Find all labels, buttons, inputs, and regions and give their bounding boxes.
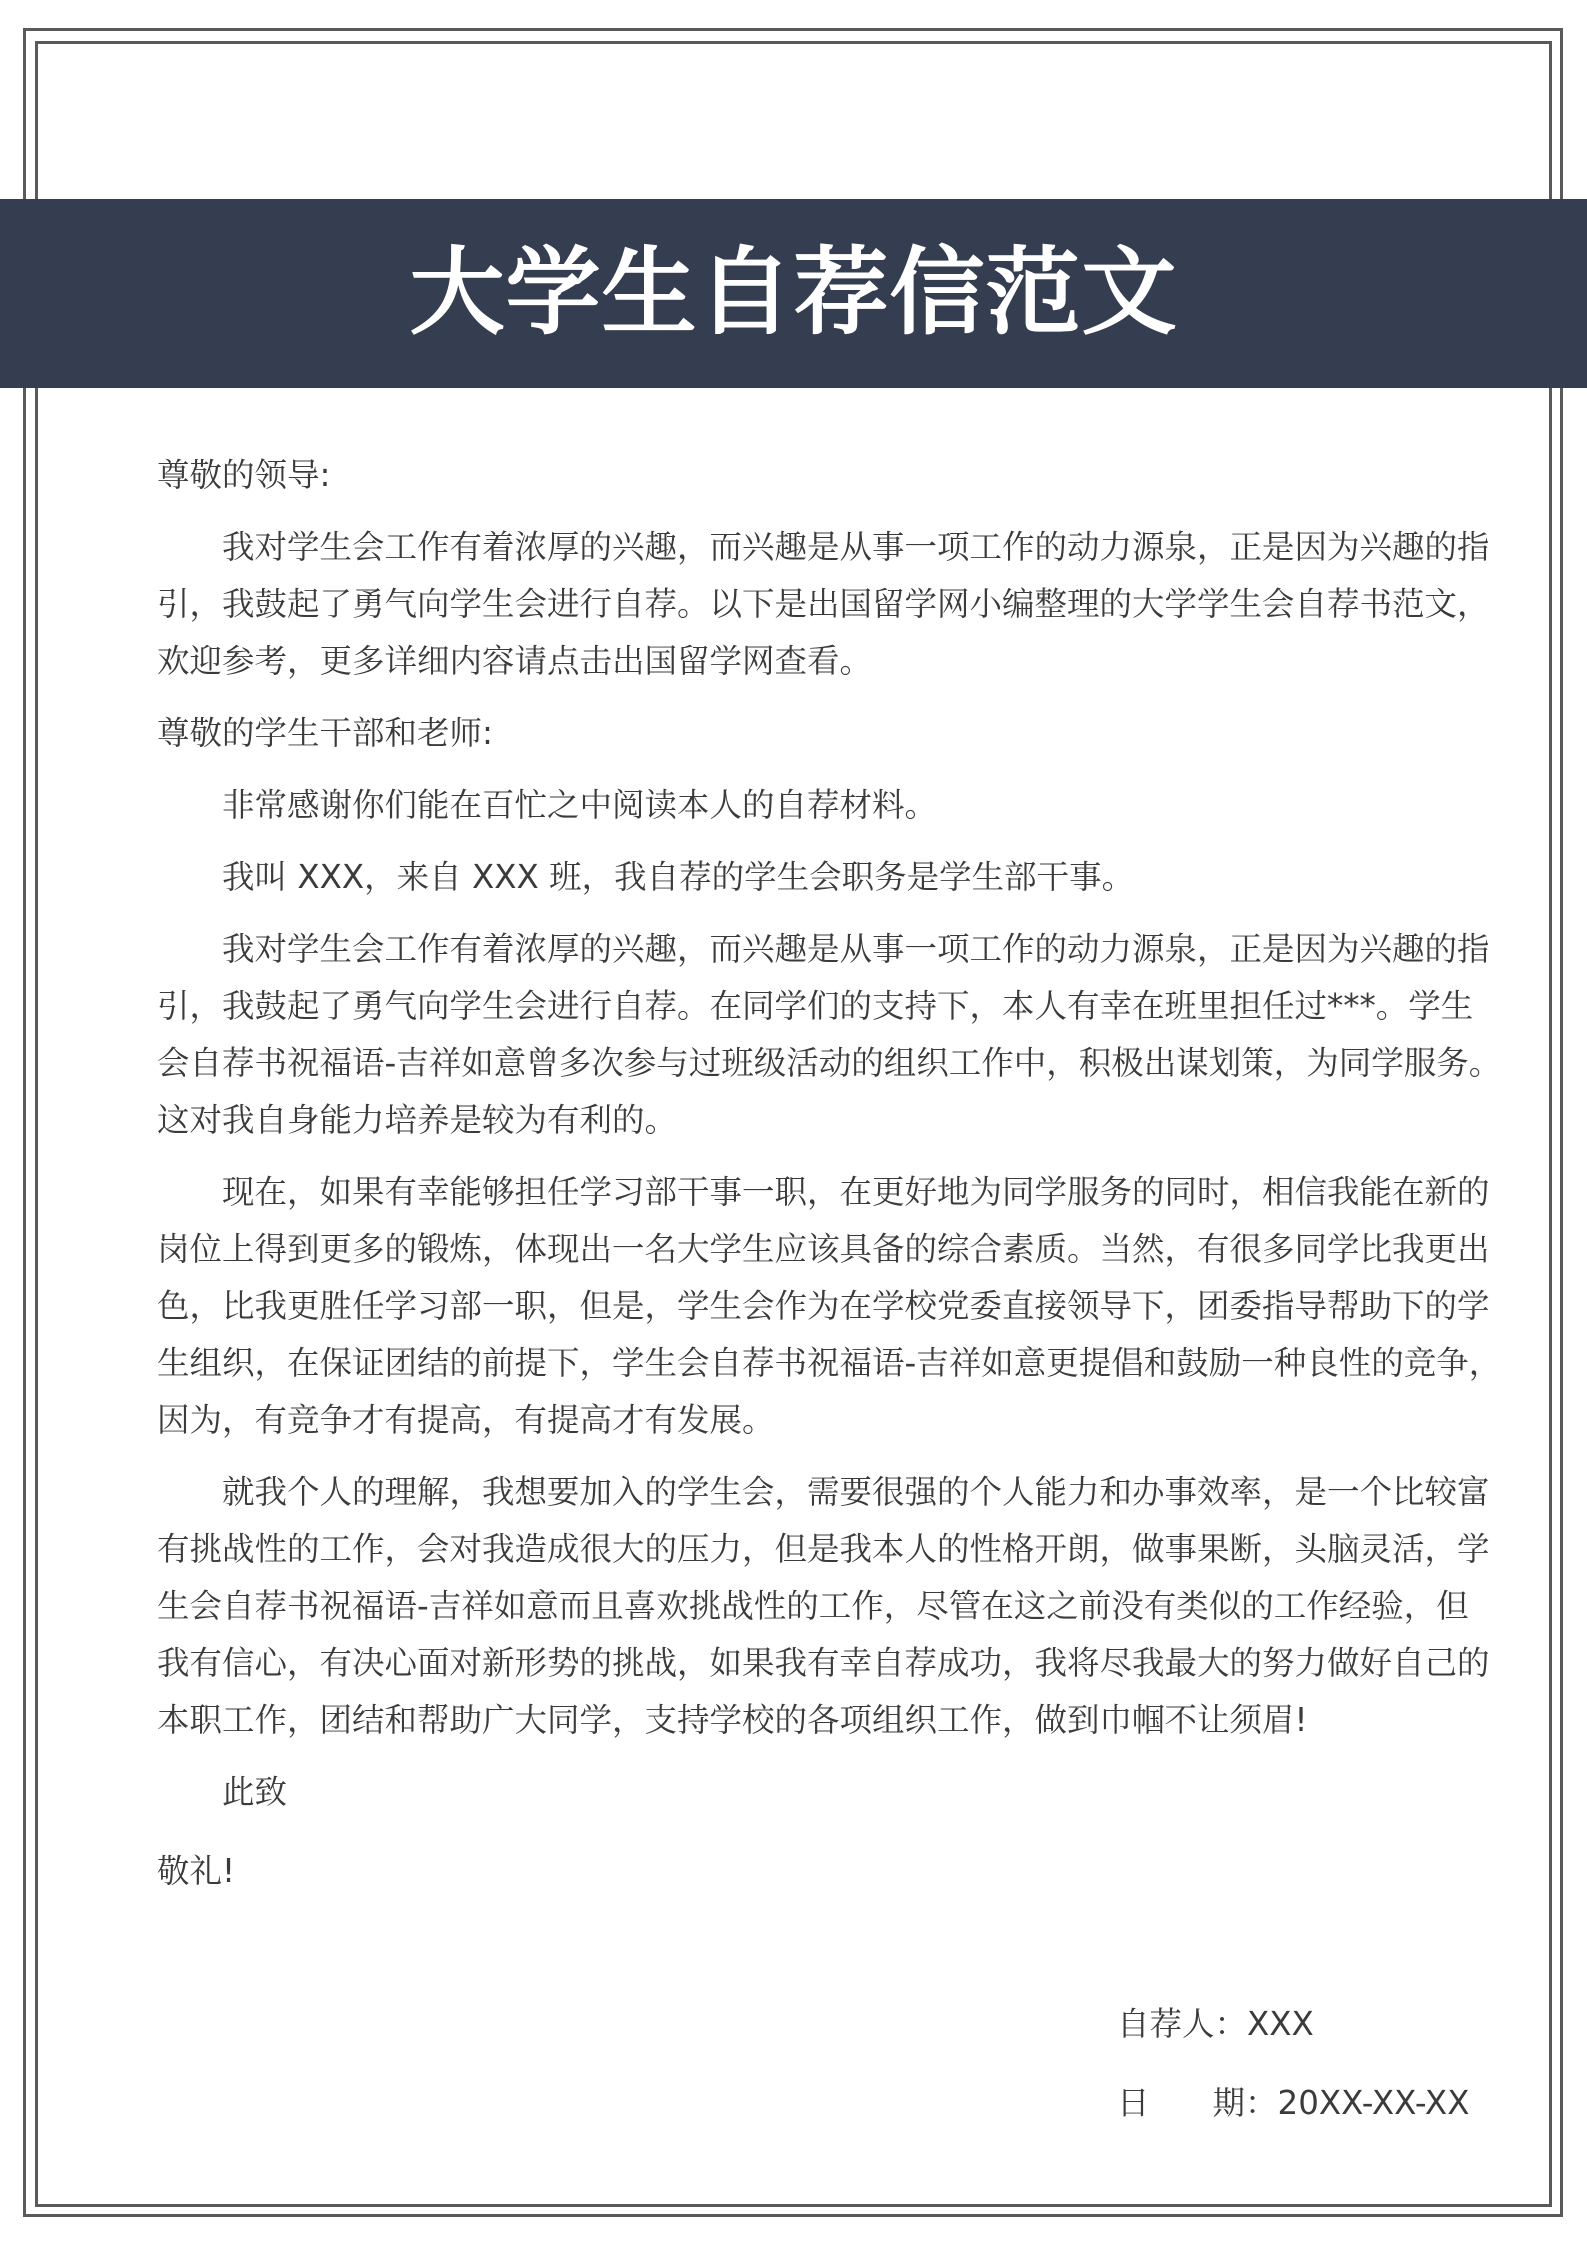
paragraph-line: 我叫 XXX，来自 XXX 班，我自荐的学生会职务是学生部干事。 [222,858,1135,896]
page-title: 大学生自荐信范文 [409,238,1178,348]
paragraph-line: 生组织，在保证团结的前提下，学生会自荐书祝福语-吉祥如意更提倡和鼓励一种良性的竞争， [157,1344,1502,1382]
closing-cizhi: 此致 [222,1773,288,1811]
paragraph-line: 我对学生会工作有着浓厚的兴趣，而兴趣是从事一项工作的动力源泉，正是因为兴趣的指 [222,930,1490,968]
paragraph-line: 我有信心，有决心面对新形势的挑战，如果我有幸自荐成功，我将尽我最大的努力做好自己的 [157,1644,1490,1682]
intro-paragraph [157,519,1490,690]
paragraph-line: 引，我鼓起了勇气向学生会进行自荐。以下是出国留学网小编整理的大学学生会自荐书范文， [157,585,1490,623]
paragraph-line: 色，比我更胜任学习部一职，但是，学生会作为在学校党委直接领导下，团委指导帮助下的学 [157,1287,1490,1325]
paragraph-line: 本职工作，团结和帮助广大同学，支持学校的各项组织工作，做到巾帼不让须眉! [157,1701,1308,1739]
signature-date-value: 20XX-XX-XX [1277,2084,1470,2122]
paragraph-line: 这对我自身能力培养是较为有利的。 [157,1101,678,1139]
paragraph-line: 生会自荐书祝福语-吉祥如意而且喜欢挑战性的工作，尽管在这之前没有类似的工作经验，但 [157,1587,1469,1625]
letter-body [157,447,1502,1900]
paragraph-line: 有挑战性的工作，会对我造成很大的压力，但是我本人的性格开朗，做事果断，头脑灵活，学 [157,1530,1490,1568]
paragraph-introduction [157,849,1463,906]
signature-block [1117,1996,1469,2154]
paragraph-line: 现在，如果有幸能够担任学习部干事一职，在更好地为同学服务的同时，相信我能在新的 [222,1173,1490,1211]
signature-name-label: 自荐人： [1117,2005,1248,2043]
paragraph-line: 会自荐书祝福语-吉祥如意曾多次参与过班级活动的组织工作中，积极出谋划策，为同学服务。 [157,1044,1502,1082]
paragraph-line: 因为，有竞争才有提高，有提高才有发展。 [157,1401,775,1439]
closing-jingli: 敬礼! [157,1852,236,1890]
paragraph-line: 欢迎参考，更多详细内容请点击出国留学网查看。 [157,642,873,680]
salutation-cadres-teachers: 尊敬的学生干部和老师: [157,714,493,752]
paragraph-line: 就我个人的理解，我想要加入的学生会，需要很强的个人能力和办事效率，是一个比较富 [222,1473,1490,1511]
paragraph-goals [157,1164,1502,1449]
paragraph-line: 我对学生会工作有着浓厚的兴趣，而兴趣是从事一项工作的动力源泉，正是因为兴趣的指 [222,528,1490,566]
signature-name-value: XXX [1247,2005,1314,2043]
paragraph-line: 岗位上得到更多的锻炼，体现出一名大学生应该具备的综合素质。当然，有很多同学比我更出 [157,1230,1490,1268]
paragraph-commitment [157,1464,1490,1749]
signature-date-row [1117,2075,1469,2154]
signature-date-label-day: 日 [1117,2084,1150,2122]
paragraph-line: 引，我鼓起了勇气向学生会进行自荐。在同学们的支持下，本人有幸在班里担任过***。学生 [157,987,1474,1025]
salutation-leaders: 尊敬的领导: [157,456,331,494]
paragraph-thanks [157,777,1463,834]
signature-date-label-period: 期： [1212,2084,1278,2122]
paragraph-interest [157,921,1502,1149]
paragraph-line: 非常感谢你们能在百忙之中阅读本人的自荐材料。 [222,786,938,824]
title-banner [0,199,1587,388]
signature-name-row [1117,1996,1469,2075]
